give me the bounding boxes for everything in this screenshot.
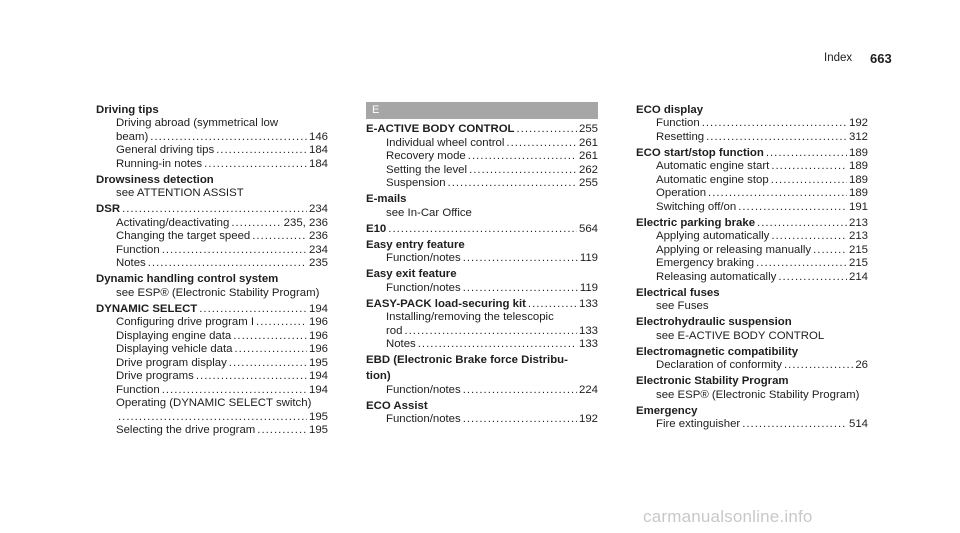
page-reference: 261 [578, 150, 598, 162]
entry-text: Function [116, 383, 160, 396]
entry-text: Electric parking brake [636, 216, 756, 229]
index-subentry [366, 282, 598, 296]
dot-leader [122, 203, 307, 217]
dot-leader [233, 330, 307, 344]
dot-leader [813, 244, 847, 258]
index-subentry: Installing/removing the telescopic [386, 311, 554, 323]
page-reference: 215 [848, 243, 868, 256]
page-reference: 194 [308, 383, 328, 396]
page-reference: 189 [848, 146, 868, 159]
index-subentry [96, 411, 328, 425]
index-subentry: see ATTENTION ASSIST [116, 187, 244, 199]
index-subentry [636, 271, 868, 285]
dot-leader [418, 338, 577, 352]
index-subentry [366, 150, 598, 164]
page-reference: 189 [848, 160, 868, 172]
dot-leader [738, 201, 847, 215]
index-entry [96, 203, 328, 217]
index-entry: Easy exit feature [366, 268, 457, 280]
entry-text: rod [386, 324, 403, 337]
entry-text: Suspension [386, 177, 446, 189]
section-letter-bar: E [366, 102, 598, 119]
page-reference: 255 [578, 123, 598, 135]
dot-leader [708, 187, 847, 201]
page-reference: 189 [848, 173, 868, 186]
index-subentry [636, 117, 868, 131]
dot-leader [162, 244, 307, 258]
entry-text: DSR [96, 203, 121, 215]
index-entry [366, 123, 598, 137]
page-reference: 234 [308, 203, 328, 215]
index-entry: Driving tips [96, 103, 159, 116]
entry-text: Applying automatically [656, 230, 770, 242]
index-entry: Electrical fuses [636, 286, 720, 299]
dot-leader [216, 144, 307, 158]
index-subentry [636, 230, 868, 244]
page-reference: 236 [308, 230, 328, 242]
entry-text: Resetting [656, 130, 705, 143]
entry-text: Notes [386, 338, 416, 350]
dot-leader [469, 164, 577, 178]
page-reference: 262 [578, 163, 598, 176]
page-reference: 194 [308, 302, 328, 315]
index-subentry: Operating (DYNAMIC SELECT switch) [116, 397, 312, 409]
index-entry: Easy entry feature [366, 238, 465, 251]
page-reference: 133 [578, 338, 598, 350]
entry-text: Operation [656, 187, 707, 199]
header-label: Index [824, 52, 853, 64]
index-subentry [96, 384, 328, 398]
page-reference: 119 [579, 281, 598, 294]
page-reference: 133 [578, 297, 598, 310]
page-reference: 235, 236 [283, 216, 328, 229]
page-reference: 214 [848, 270, 868, 283]
dot-leader [706, 131, 847, 145]
dot-leader [771, 160, 847, 174]
entry-text: ECO start/stop function [636, 146, 764, 159]
entry-text: Switching off/on [656, 200, 737, 213]
dot-leader [235, 343, 307, 357]
dot-leader [204, 158, 307, 172]
entry-text: Applying or releasing manually [656, 243, 812, 256]
index-subentry [96, 343, 328, 357]
entry-text: DYNAMIC SELECT [96, 302, 198, 315]
entry-text: Automatic engine start [656, 160, 770, 172]
index-subentry [96, 424, 328, 438]
entry-text: Recovery mode [386, 150, 466, 162]
page-reference: 312 [848, 130, 868, 143]
page-number: 663 [870, 51, 892, 66]
dot-leader [468, 150, 577, 164]
index-subentry [636, 187, 868, 201]
index-subentry [96, 158, 328, 172]
page-reference: 195 [308, 356, 328, 369]
page-reference: 213 [848, 230, 868, 242]
page-reference: 189 [848, 187, 868, 199]
dot-leader [517, 123, 577, 137]
entry-text: Function/notes [386, 252, 461, 264]
index-subentry: see ESP® (Electronic Stability Program) [116, 286, 320, 299]
entry-text: Setting the level [386, 163, 468, 176]
dot-leader [528, 298, 577, 312]
index-column-3 [636, 101, 868, 432]
entry-text: Function [656, 117, 700, 129]
index-subentry [96, 316, 328, 330]
index-subentry [96, 357, 328, 371]
index-subentry [636, 174, 868, 188]
index-subentry [366, 137, 598, 151]
page-reference: 213 [848, 216, 868, 229]
entry-text: beam) [116, 130, 149, 143]
index-subentry: see Fuses [656, 300, 709, 312]
index-subentry [96, 330, 328, 344]
page-reference: 184 [308, 157, 328, 170]
index-column-1 [96, 101, 328, 438]
entry-text: Function [116, 243, 160, 256]
dot-leader [506, 137, 577, 151]
index-subentry [636, 160, 868, 174]
index-subentry: see E-ACTIVE BODY CONTROL [656, 329, 825, 342]
entry-text: Drive programs [116, 370, 194, 382]
entry-text: Individual wheel control [386, 136, 505, 149]
index-entry: ECO Assist [366, 399, 428, 412]
page-reference: 196 [308, 316, 328, 328]
page-reference: 195 [308, 424, 328, 436]
entry-text: Releasing automatically [656, 270, 777, 283]
dot-leader [771, 230, 847, 244]
index-entry: Electrohydraulic suspension [636, 316, 792, 328]
dot-leader [463, 413, 577, 427]
index-subentry [96, 257, 328, 271]
dot-leader [229, 357, 307, 371]
page-reference: 195 [308, 410, 328, 423]
entry-text: Activating/deactivating [116, 216, 230, 229]
entry-text: Selecting the drive program [116, 424, 256, 436]
watermark: carmanualsonline.info [643, 507, 813, 526]
page-reference: 224 [578, 383, 598, 396]
index-entry: ECO display [636, 103, 704, 116]
index-subentry: see ESP® (Electronic Stability Program) [656, 388, 860, 401]
dot-leader [231, 217, 281, 231]
entry-text: Function/notes [386, 383, 461, 396]
entry-text: General driving tips [116, 144, 215, 156]
index-subentry [636, 201, 868, 215]
page-reference: 119 [579, 252, 598, 264]
page-reference: 196 [308, 343, 328, 355]
page-reference: 192 [848, 117, 868, 129]
entry-text: Running-in notes [116, 157, 203, 170]
index-entry [636, 147, 868, 161]
index-subentry [636, 418, 868, 432]
index-entry: Emergency [636, 404, 698, 417]
entry-text: Drive program display [116, 356, 227, 369]
entry-text: E10 [366, 222, 387, 235]
dot-leader [252, 230, 307, 244]
page-reference: 235 [308, 257, 328, 269]
dot-leader [448, 177, 577, 191]
entry-text: Declaration of conformity [656, 359, 782, 371]
index-column-2 [366, 102, 598, 427]
entry-text: E-ACTIVE BODY CONTROL [366, 123, 515, 135]
entry-text: EASY-PACK load-securing kit [366, 297, 526, 310]
dot-leader [148, 257, 307, 271]
dot-leader [118, 411, 307, 425]
dot-leader [199, 303, 307, 317]
index-subentry [96, 144, 328, 158]
dot-leader [463, 282, 578, 296]
dot-leader [150, 131, 307, 145]
page-reference: 26 [855, 359, 868, 371]
index-subentry [366, 384, 598, 398]
index-entry: E-mails [366, 193, 407, 205]
index-subentry [366, 177, 598, 191]
index-entry [366, 223, 598, 237]
index-subentry [96, 370, 328, 384]
entry-text: Changing the target speed [116, 230, 251, 242]
index-subentry [636, 359, 868, 373]
dot-leader [463, 384, 577, 398]
index-entry: Electronic Stability Program [636, 375, 789, 387]
index-subentry [366, 338, 598, 352]
index-subentry [96, 217, 328, 231]
index-entry [96, 303, 328, 317]
index-entry: Electromagnetic compatibility [636, 345, 799, 358]
entry-text: Notes [116, 257, 146, 269]
index-subentry [366, 252, 598, 266]
dot-leader [778, 271, 847, 285]
index-entry: Dynamic handling control system [96, 273, 279, 285]
index-subentry [366, 325, 598, 339]
dot-leader [256, 316, 307, 330]
page-reference: 133 [578, 324, 598, 337]
dot-leader [756, 257, 847, 271]
entry-text: Automatic engine stop [656, 173, 769, 186]
page-reference: 191 [848, 200, 868, 213]
index-subentry [366, 413, 598, 427]
page-reference: 234 [308, 243, 328, 256]
dot-leader [771, 174, 847, 188]
index-entry: EBD (Electronic Brake force Distribu- [366, 354, 568, 366]
index-subentry [96, 131, 328, 145]
entry-text: Function/notes [386, 413, 461, 425]
dot-leader [196, 370, 307, 384]
index-entry [366, 298, 598, 312]
dot-leader [257, 424, 307, 438]
dot-leader [766, 147, 847, 161]
dot-leader [784, 359, 853, 373]
page-reference: 564 [578, 222, 598, 235]
index-subentry: Driving abroad (symmetrical low [116, 117, 279, 129]
entry-text: Displaying vehicle data [116, 343, 233, 355]
dot-leader [757, 217, 847, 231]
entry-text: Emergency braking [656, 257, 755, 269]
page-reference: 196 [308, 329, 328, 342]
entry-text: Function/notes [386, 281, 461, 294]
page-reference: 184 [308, 144, 328, 156]
dot-leader [388, 223, 577, 237]
index-entry [636, 217, 868, 231]
page-reference: 261 [578, 136, 598, 149]
dot-leader [463, 252, 578, 266]
page-reference: 215 [848, 257, 868, 269]
index-subentry [96, 244, 328, 258]
index-subentry [96, 230, 328, 244]
dot-leader [742, 418, 847, 432]
entry-text: Fire extinguisher [656, 418, 741, 430]
page-reference: 146 [308, 130, 328, 143]
index-subentry [366, 164, 598, 178]
dot-leader [162, 384, 307, 398]
index-subentry [636, 131, 868, 145]
index-entry: Drowsiness detection [96, 173, 214, 186]
page-reference: 194 [308, 370, 328, 382]
page-reference: 192 [578, 413, 598, 425]
index-entry: tion) [366, 370, 391, 382]
page-reference: 255 [578, 177, 598, 189]
entry-text: Configuring drive program I [116, 316, 255, 328]
dot-leader [404, 325, 577, 339]
entry-text: Displaying engine data [116, 329, 232, 342]
index-subentry [636, 257, 868, 271]
index-subentry [636, 244, 868, 258]
page-reference: 514 [848, 418, 868, 430]
index-subentry: see In-Car Office [386, 206, 472, 219]
dot-leader [702, 117, 847, 131]
